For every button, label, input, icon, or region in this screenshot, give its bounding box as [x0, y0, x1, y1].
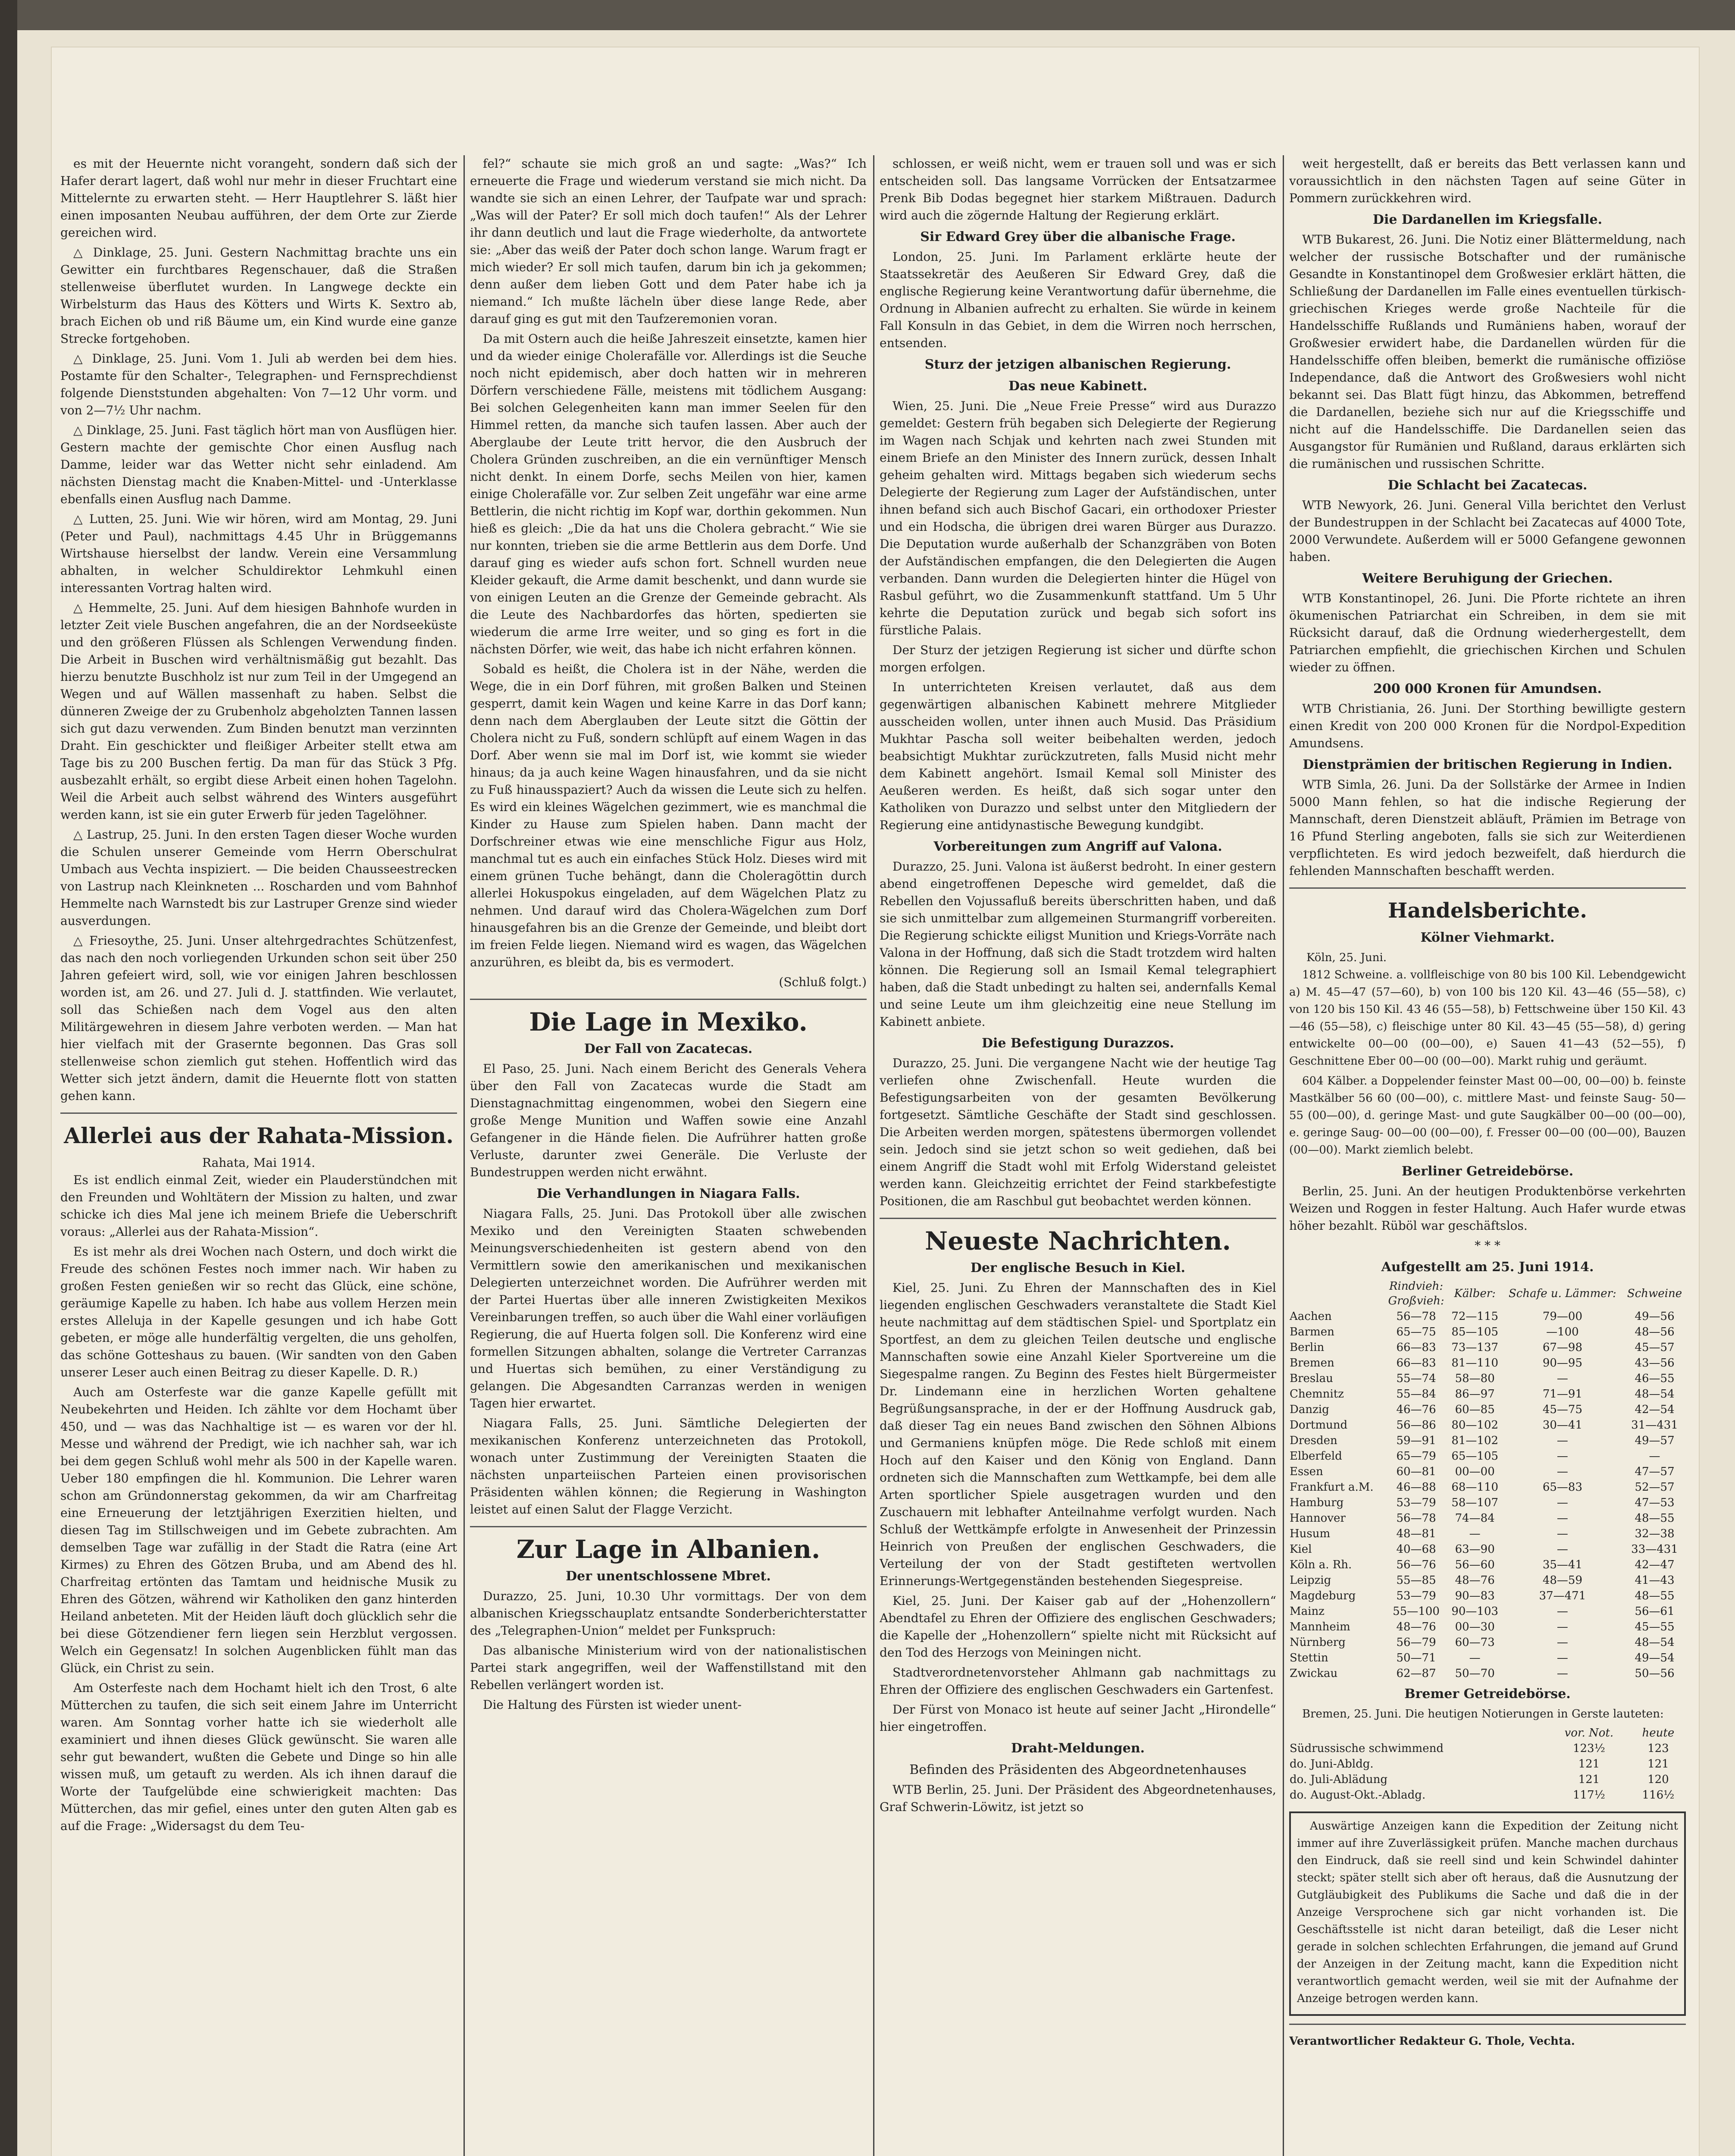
divider: [470, 999, 867, 1000]
article-paragraph: schlossen, er weiß nicht, wem er trauen soll und was er sich entscheiden soll. Das langsame Vorrücken der Entsatzarmee Prenk Bib Dodas begegnet hier starkem Mißtrauen. Dadurch wird auch die zögernde Haltung der Regierung erklärt.: [880, 157, 1276, 222]
article-paragraph: Durazzo, 25. Juni. Valona ist äußerst bedroht. In einer gestern abend eingetroffenen Depesche wird gemeldet, daß die Rebellen den Vojussafluß bereits überschritten haben, und daß sie sich unmittelbar zum allgemeinen Sturmangriff vorbereiten. Die Regierung schickte eiligst Munition und Kriegs-Vorräte nach Valona in der Hoffnung, daß sich die Stadt trotzdem wird halten können. Die Regierung soll an Ismail Kemal telegraphiert haben, daß die Stadt unbedingt zu halten sei, andernfalls Kemal und seine Leute um ihm gleichzeitig eine neue Stellung im Kabinett anbiete.: [880, 859, 1276, 1029]
subheading: Draht-Meldungen.: [1011, 1741, 1145, 1756]
divider: [1289, 887, 1686, 889]
section-heading-albanien: Zur Lage in Albanien.: [516, 1535, 821, 1564]
table-cell: 50—71: [1396, 1651, 1436, 1664]
divider: [880, 1218, 1276, 1219]
table-cell: —: [1556, 1620, 1568, 1633]
divider: [470, 1526, 867, 1527]
table-body: [1289, 1741, 1686, 1803]
article-paragraph: Niagara Falls, 25. Juni. Sämtliche Delegierten der mexikanischen Konferenz unterzeichneten das Protokoll, wonach unter Zustimmung der Vereinigten Staaten die nächsten unparteiischen Parteien einen provisorischen Präsidenten wählen können; die Regierung in Washington leistet auf einen Salut der Flagge Verzicht.: [470, 1416, 867, 1517]
table-cell: Mainz: [1290, 1605, 1325, 1618]
table-cell: 65—79: [1396, 1450, 1436, 1463]
article-paragraph: WTB Newyork, 26. Juni. General Villa berichtet den Verlust der Bundestruppen in der Schlacht bei Zacatecas auf 4000 Tote, 2000 Verwundete. Außerdem will er 5000 Gefangene gewonnen haben.: [1289, 498, 1686, 564]
table-cell: 42—54: [1635, 1403, 1675, 1416]
table-cell: 90—95: [1542, 1357, 1582, 1369]
table-cell: 56—60: [1455, 1558, 1495, 1571]
table-cell: 86—97: [1455, 1388, 1495, 1401]
subheading: Der unentschlossene Mbret.: [566, 1569, 771, 1584]
subheading: Dienstprämien der britischen Regierung in Indien.: [1303, 757, 1672, 772]
table-header-cell: [1289, 1725, 1547, 1741]
table-cell: 116½: [1642, 1789, 1675, 1802]
table-cell: Frankfurt a.M.: [1290, 1481, 1374, 1494]
article-paragraph: △ Lutten, 25. Juni. Wie wir hören, wird am Montag, 29. Juni (Peter und Paul), nachmittags 4.45 Uhr in Brüggemanns Wirtshause hierselbst der landw. Verein eine Versammlung abhalten, in welcher Schuldirektor Lehmkuhl einen interessanten Vortrag halten wird.: [60, 512, 457, 595]
table-cell: 121: [1647, 1758, 1669, 1771]
table-cell: 68—110: [1451, 1481, 1499, 1494]
article-paragraph: WTB Berlin, 25. Juni. Der Präsident des Abgeordnetenhauses, Graf Schwerin-Löwitz, ist jetzt so: [880, 1783, 1276, 1814]
table-cell: —: [1649, 1450, 1660, 1463]
table-row: [1289, 1340, 1686, 1355]
article-paragraph: WTB Simla, 26. Juni. Da der Sollstärke der Armee in Indien 5000 Mann fehlen, so hat die indische Regierung der Mannschaft, deren Dienstzeit abläuft, Prämien im Betrage von 16 Pfund Sterling angeboten, falls sie sich zur Weiterdienen verpflichteten. Es wird jedoch bezweifelt, daß hierdurch die fehlenden Mannschaften beschafft werden.: [1289, 777, 1686, 878]
table-cell: 00—30: [1455, 1620, 1495, 1633]
article-paragraph: Stadtverordnetenvorsteher Ahlmann gab nachmittags zu Ehren der Offiziere des englischen Geschwaders ein Gartenfest.: [880, 1665, 1276, 1697]
table-cell: Aachen: [1290, 1310, 1332, 1323]
table-cell: 72—115: [1451, 1310, 1499, 1323]
subheading: Aufgestellt am 25. Juni 1914.: [1381, 1260, 1594, 1275]
newspaper-page: [52, 47, 1699, 2156]
table-row: [1289, 1309, 1686, 1324]
table-row: [1289, 1495, 1686, 1510]
table-cell: Hannover: [1290, 1512, 1346, 1525]
article-paragraph: △ Dinklage, 25. Juni. Vom 1. Juli ab werden bei dem hies. Postamte für den Schalter-, Telegraphen- und Fernsprechdienst folgende Dienststunden abgehalten: Von 7—12 Uhr vorm. und von 2—7½ Uhr nachm.: [60, 351, 457, 417]
article-paragraph: es mit der Heuernte nicht vorangeht, sondern daß sich der Hafer derart lagert, daß wohl nur mehr in dieser Fruchtart eine Mittelernte zu erwarten steht. — Herr Hauptlehrer S. läßt hier einen imposanten Neubau aufführen, der dem Orte zur Zierde gereichen wird.: [60, 157, 457, 240]
table-cell: Zwickau: [1290, 1667, 1338, 1680]
subheading: Befinden des Präsidenten des Abgeordnetenhauses: [909, 1762, 1246, 1777]
article-paragraph: Berlin, 25. Juni. An der heutigen Produktenbörse verkehrten Weizen und Roggen in fester Haltung. Auch Hafer wurde etwas höher bezahlt. Rüböl war geschäftslos.: [1289, 1184, 1686, 1233]
article-paragraph: El Paso, 25. Juni. Nach einem Bericht des Generals Vehera über den Fall von Zacatecas wurde die Stadt am Dienstagnachmittag eingenommen, wobei den Siegern eine große Menge Munition und Waffen sowie eine Anzahl Gefangener in die Hände fielen. Die Aufrührer hatten große Verluste, darunter zwei Generäle. Die Verluste der Bundestruppen werden nicht erwähnt.: [470, 1062, 867, 1179]
table-cell: Dresden: [1290, 1434, 1337, 1447]
table-cell: —: [1556, 1651, 1568, 1664]
table-row: [1289, 1741, 1686, 1756]
column-2: [470, 155, 867, 2156]
article-paragraph: WTB Konstantinopel, 26. Juni. Die Pforte richtete an ihren ökumenischen Patriarchat ein Schreiben, in dem sie mit Rücksicht darauf, daß die Ordnung wiederhergestellt, dem Patriarchen empfiehlt, die griechischen Kirchen und Schulen wieder zu öffnen.: [1289, 591, 1686, 674]
table-row: [1289, 1557, 1686, 1573]
table-row: [1289, 1510, 1686, 1526]
table-cell: 48—76: [1396, 1620, 1436, 1633]
table-row: [1289, 1650, 1686, 1666]
table-row: [1289, 1635, 1686, 1650]
article-paragraph: △ Dinklage, 25. Juni. Fast täglich hört man von Ausflügen hier. Gestern machte der gemischte Chor einen Ausflug nach Damme, leider war das Wetter nicht sehr einladend. Am nächsten Dienstag macht die Knaben-Mittel- und -Unterklasse ebenfalls einen Ausflug nach Damme.: [60, 423, 457, 506]
table-cell: —100: [1546, 1326, 1579, 1338]
article-paragraph: △ Dinklage, 25. Juni. Gestern Nachmittag brachte uns ein Gewitter ein furchtbares Regenschauer, daß die Straßen stellenweise überflutet wurden. In Langwege deckte ein Wirbelsturm das Haus des Kötters und Wirts K. Sextro ab, brach Eichen ob und riß Bäume um, ein Kind wurde eine ganze Strecke fortgehoben.: [60, 245, 457, 346]
article-paragraph: Das albanische Ministerium wird von der nationalistischen Partei stark angegriffen, weil der Waffenstillstand mit den Rebellen verlängert worden ist.: [470, 1643, 867, 1692]
table-cell: 35—41: [1542, 1558, 1582, 1571]
table-cell: 47—53: [1635, 1496, 1675, 1509]
table-cell: 56—86: [1396, 1419, 1436, 1432]
table-cell: 45—55: [1635, 1620, 1675, 1633]
table-cell: 67—98: [1542, 1341, 1582, 1354]
table-cell: —: [1469, 1651, 1481, 1664]
article-paragraph: Durazzo, 25. Juni, 10.30 Uhr vormittags. Der von dem albanischen Kriegsschauplatz entsandte Sonderberichterstatter des „Telegraphen-Union“ meldet per Funkspruch:: [470, 1589, 867, 1638]
table-header-row: [1289, 1725, 1686, 1741]
article-paragraph: Auch am Osterfeste war die ganze Kapelle gefüllt mit Neubekehrten und Heiden. Ich zählte vor dem Hochamt über 450, und — was das Nachhaltige ist — es waren vor der hl. Messe und während der Predigt, wie ich nachher sah, war ich bei dem gegen Schluß wohl mehr als 500 in der Kapelle waren. Ueber 180 empfingen die hl. Kommunion. Die Lehrer waren schon am Gründonnerstag gekommen, da wir am Charfreitag eine Erneuerung der letztjährigen Exerzitien hielten, und diesen Tag im Stillschweigen und im Gebete zubrachten. Am demselben Tage war zufällig in der Stadt die Ratra (eine Art Kirmes) zu Ehren des Götzen Bruba, und am Abend des hl. Charfreitag ertönten das Tamtam und heidnische Musik zu Ehren des Götzen, während wir Katholiken den ganz hinterden Heiland anbeteten. Mit der Heiden läuft doch glücklich sehr die bei diese Götzendiener fern liegen sein Herzblut vergossen. Welch ein Gegensatz! In solchen Augenblicken fühlt man das Glück, ein Christ zu sein.: [60, 1385, 457, 1675]
table-cell: 60—81: [1396, 1465, 1436, 1478]
article-paragraph: Durazzo, 25. Juni. Die vergangene Nacht wie der heutige Tag verliefen ohne Zwischenfall. Heute wurden die Befestigungsarbeiten von der gesamten Bevölkerung fortgesetzt. Sämtliche Geschäfte der Stadt sind geschlossen. Die Arbeiten werden morgen, spätestens übermorgen vollendet sein. Jedoch sind sie jetzt schon so weit gediehen, daß bei einem Angriff die Stadt wohl mit Erfolg Widerstand geleistet werden kann. Gleichzeitig errichtet der Feind starkbefestigte Positionen, die am Raschbul gut beobachtet werden können.: [880, 1056, 1276, 1208]
table-cell: 65—105: [1451, 1450, 1499, 1463]
subheading: Das neue Kabinett.: [1008, 379, 1147, 394]
table-cell: 56—61: [1635, 1605, 1675, 1618]
column-rule: [464, 155, 465, 2156]
table-subheader: Rindvieh:: [1389, 1280, 1444, 1293]
subheading: Berliner Getreidebörse.: [1401, 1164, 1574, 1179]
table-cell: 31—431: [1631, 1419, 1678, 1432]
table-cell: —: [1556, 1636, 1568, 1649]
column-3: [880, 155, 1276, 2156]
table-cell: 49—57: [1635, 1434, 1675, 1447]
table-cell: Südrussische schwimmend: [1290, 1742, 1444, 1755]
table-row: [1289, 1402, 1686, 1417]
table-cell: 90—83: [1455, 1589, 1495, 1602]
table-cell: 60—85: [1455, 1403, 1495, 1416]
table-cell: do. Juli-Ablädung: [1290, 1773, 1387, 1786]
table-cell: 79—00: [1542, 1310, 1582, 1323]
table-row: [1289, 1464, 1686, 1479]
table-cell: 121: [1578, 1758, 1600, 1771]
table-header-cell: heute: [1642, 1727, 1675, 1739]
table-header-cell: Schweine: [1627, 1287, 1682, 1300]
table-row: [1289, 1542, 1686, 1557]
article-paragraph: Es ist endlich einmal Zeit, wieder ein Plauderstündchen mit den Freunden und Wohltätern der Mission zu halten, und zwar schicke ich dies Mal jene ich meinem Briefe die Ueberschrift voraus: „Allerlei aus der Rahata-Mission“.: [60, 1173, 457, 1239]
table-cell: —: [1556, 1465, 1568, 1478]
scan-left-edge: [0, 0, 17, 2156]
table-row: [1289, 1371, 1686, 1386]
table-cell: 65—83: [1542, 1481, 1582, 1494]
table-cell: 123: [1647, 1742, 1669, 1755]
table-cell: Essen: [1290, 1465, 1323, 1478]
divider: [60, 1112, 457, 1114]
table-cell: —: [1556, 1512, 1568, 1525]
table-cell: Mannheim: [1290, 1620, 1350, 1633]
table-cell: 62—87: [1396, 1667, 1436, 1680]
table-cell: 50—70: [1455, 1667, 1495, 1680]
table-cell: 59—91: [1396, 1434, 1436, 1447]
table-cell: 53—79: [1396, 1589, 1436, 1602]
table-cell: Danzig: [1290, 1403, 1329, 1416]
table-cell: 58—80: [1455, 1372, 1495, 1385]
table-row: [1289, 1448, 1686, 1464]
column-1: [60, 155, 457, 2156]
table-body: [1289, 1309, 1686, 1681]
table-cell: 43—56: [1635, 1357, 1675, 1369]
table-cell: Elberfeld: [1290, 1450, 1342, 1463]
table-cell: do. Juni-Abldg.: [1290, 1758, 1374, 1771]
article-paragraph: London, 25. Juni. Im Parlament erklärte heute der Staatssekretär des Aeußeren Sir Edward Grey, daß die englische Regierung keine Verantwortung dafür übernehme, die Ordnung in Albanien aufrecht zu erhalten. Sie würde in keinem Fall Konsuln in das Gebiet, in dem die Wirren noch herrschen, entsenden.: [880, 250, 1276, 350]
dateline: Rahata, Mai 1914.: [202, 1156, 316, 1170]
table-cell: 63—90: [1455, 1543, 1495, 1556]
table-cell: 123½: [1572, 1742, 1605, 1755]
table-row: [1289, 1479, 1686, 1495]
table-cell: 46—88: [1396, 1481, 1436, 1494]
table-cell: Leipzig: [1290, 1574, 1331, 1587]
article-paragraph: Der Fürst von Monaco ist heute auf seiner Jacht „Hirondelle“ hier eingetroffen.: [880, 1702, 1276, 1734]
subheading: Die Befestigung Durazzos.: [981, 1036, 1174, 1051]
table-row: [1289, 1573, 1686, 1588]
table-cell: 48—81: [1396, 1527, 1436, 1540]
table-cell: Barmen: [1290, 1326, 1334, 1338]
table-cell: —: [1556, 1543, 1568, 1556]
table-cell: 56—78: [1396, 1512, 1436, 1525]
table-row: [1289, 1666, 1686, 1681]
table-row: [1289, 1772, 1686, 1787]
table-cell: 50—56: [1635, 1667, 1675, 1680]
table-cell: 48—59: [1542, 1574, 1582, 1587]
table-header-cell: Schafe u. Lämmer:: [1508, 1287, 1616, 1300]
table-cell: —: [1556, 1667, 1568, 1680]
table-cell: 41—43: [1635, 1574, 1675, 1587]
subheading: Sir Edward Grey über die albanische Frage.: [920, 229, 1236, 244]
article-paragraph: △ Friesoythe, 25. Juni. Unser altehrgedrachtes Schützenfest, das nach den noch vorliegenden Urkunden schon seit über 250 Jahren gefeiert wird, soll, wie vor einigen Jahren beschlossen worden ist, am 26. und 27. Juli d. J. stattfinden. Wie verlautet, soll das Schießen nach dem Vogel aus den alten Militärgewehren in diesem Jahre verboten werden. — Man hat hier vielfach mit der Grasernte begonnen. Das Gras soll stellenweise schon ziemlich gut stehen. Hoffentlich wird das Wetter sich jetzt ändern, damit die Heuernte flott von statten gehen kann.: [60, 934, 457, 1103]
table-cell: Dortmund: [1290, 1419, 1348, 1432]
article-paragraph: Bremen, 25. Juni. Die heutigen Notierungen in Gerste lauteten:: [1302, 1708, 1664, 1720]
table-cell: 33—431: [1631, 1543, 1678, 1556]
table-header-row: [1289, 1279, 1686, 1309]
table-cell: 55—85: [1396, 1574, 1436, 1587]
table-cell: Bremen: [1290, 1357, 1334, 1369]
table-cell: 55—100: [1393, 1605, 1440, 1618]
table-cell: —: [1556, 1372, 1568, 1385]
table-cell: 42—47: [1635, 1558, 1675, 1571]
table-cell: 73—137: [1451, 1341, 1499, 1354]
table-cell: 53—79: [1396, 1496, 1436, 1509]
divider: [1289, 2024, 1686, 2025]
subheading: Der englische Besuch in Kiel.: [970, 1260, 1186, 1275]
subheading: Der Fall von Zacatecas.: [584, 1041, 753, 1056]
subheading: Die Schlacht bei Zacatecas.: [1387, 478, 1588, 493]
table-cell: Magdeburg: [1290, 1589, 1356, 1602]
subheading: Die Verhandlungen in Niagara Falls.: [536, 1186, 800, 1201]
article-paragraph: △ Lastrup, 25. Juni. In den ersten Tagen dieser Woche wurden die Schulen unserer Gemeinde vom Herrn Oberschulrat Umbach aus Vechta inspiziert. — Die beiden Chausseestrecken von Lastrup nach Kleinkneten ... Roscharden und vom Bahnhof Hemmelte nach Warnstedt bis zur Lastruper Grenze sind wieder ausverdungen.: [60, 827, 457, 928]
table-row: [1289, 1324, 1686, 1340]
subheading: Kölner Viehmarkt.: [1420, 930, 1555, 945]
table-cell: Köln a. Rh.: [1290, 1558, 1352, 1571]
table-cell: 48—54: [1635, 1388, 1675, 1401]
table-cell: do. August-Okt.-Abladg.: [1290, 1789, 1426, 1802]
section-heading-rahata: Allerlei aus der Rahata-Mission.: [64, 1123, 454, 1148]
table-cell: 55—74: [1396, 1372, 1436, 1385]
table-cell: 32—38: [1635, 1527, 1675, 1540]
scan-top-edge: [0, 0, 1735, 30]
dateline: Köln, 25. Juni.: [1306, 951, 1387, 964]
subheading: Die Dardanellen im Kriegsfalle.: [1372, 212, 1603, 227]
table-row: [1289, 1526, 1686, 1542]
continued-note: (Schluß folgt.): [779, 975, 867, 989]
article-paragraph: Am Osterfeste nach dem Hochamt hielt ich den Trost, 6 alte Mütterchen zu taufen, die sich seit einem Jahre im Unterricht waren. Am Sonntag vorher hatte ich sie wiederholt alle examiniert und ihnen dieses Glück gewünscht. Sie waren alle sehr gut bewandert, wußten die Gebete und Dinge so hin alle wissen muß, um getauft zu werden. Als ich ihnen darauf die Worte der Taufgelübde eine schwierigkeit machten: Das Mütterchen, das mir gefiel, eines unter den guten Alten gab es auf die Frage: „Widersagst du dem Teu-: [60, 1681, 457, 1833]
table-cell: 52—57: [1635, 1481, 1675, 1494]
table-cell: 66—83: [1396, 1341, 1436, 1354]
article-paragraph: Die Haltung des Fürsten ist wieder unent-: [483, 1698, 742, 1712]
table-cell: —: [1556, 1434, 1568, 1447]
table-row: [1289, 1433, 1686, 1448]
table-cell: 71—91: [1542, 1388, 1582, 1401]
table-cell: 40—68: [1396, 1543, 1436, 1556]
table-cell: 117½: [1572, 1789, 1605, 1802]
table-cell: Hamburg: [1290, 1496, 1344, 1509]
table-cell: 46—76: [1396, 1403, 1436, 1416]
table-cell: 30—41: [1542, 1419, 1582, 1432]
subheading: 200 000 Kronen für Amundsen.: [1373, 681, 1602, 696]
market-report: 1812 Schweine. a. vollfleischige von 80 bis 100 Kil. Lebendgewicht a) M. 45—47 (57—60), b) von 100 bis 120 Kil. 43—46 (55—58), c) von 120 bis 150 Kil. 43 46 (55—58), b) Fettschweine über 150 Kil. 43—46 (55—58), c) fleischige unter 80 Kil. 43—45 (55—58), d) gering entwickelte 00—00 (00—00), e) Sauen 41—43 (52—55), f) Geschnittene Eber 00—00 (00—00). Markt ruhig und geräumt.: [1289, 968, 1686, 1068]
table-cell: 55—84: [1396, 1388, 1436, 1401]
article-paragraph: WTB Christiania, 26. Juni. Der Storthing bewilligte gestern einen Kredit von 200 000 Kronen für die Nordpol-Expedition Amundsens.: [1289, 702, 1686, 750]
table-cell: Husum: [1290, 1527, 1331, 1540]
table-cell: 85—105: [1451, 1326, 1499, 1338]
livestock-table: [1289, 1279, 1686, 1681]
table-cell: 47—57: [1635, 1465, 1675, 1478]
table-cell: —: [1556, 1605, 1568, 1618]
table-cell: 46—55: [1635, 1372, 1675, 1385]
table-cell: 90—103: [1451, 1605, 1499, 1618]
table-row: [1289, 1588, 1686, 1604]
table-cell: 81—102: [1451, 1434, 1499, 1447]
table-cell: Stettin: [1290, 1651, 1328, 1664]
notice-box: [1289, 1811, 1686, 2016]
article-paragraph: WTB Bukarest, 26. Juni. Die Notiz einer Blättermeldung, nach welcher der russische Botschafter und der rumänische Gesandte in Konstantinopel dem Großwesier erklärt hätten, die Schließung der Dardanellen im Falle eines eventuellen türkisch-griechischen Krieges werde große Nachteile für die Handelsschiffe Rußlands und Rumäniens haben, worauf der Großwesier erwidert habe, die Dardanellen würden für die Handelsschiffe offen bleiben, bemerkt die rumänische offiziöse Independance, daß die Antwort des Großwesiers wohl nicht bekannt sei. Das Blatt fügt hinzu, das Abkommen, betreffend die Dardanellen, beziehe sich nur auf die Kriegsschiffe und nicht auf die Handelsschiffe. Die Dardanellen seien das Ausgangstor für Rumänien und Rußland, daraus erklärten sich die rumänischen und russischen Schritte.: [1289, 232, 1686, 471]
article-paragraph: In unterrichteten Kreisen verlautet, daß aus dem gegenwärtigen albanischen Kabinett mehrere Mitglieder ausscheiden wollen, unter ihnen auch Musid. Das Präsidium Mukhtar Pascha soll weiter beibehalten werden, jedoch beabsichtigt Mukhtar zurückzutreten, falls Musid nicht mehr dem Kabinett angehört. Ismail Kemal soll Minister des Aeußeren werden. Es heißt, daß sich sogar unter den Katholiken von Durazzo und selbst unter den Mitgliedern der Regierung eine antidynastische Bewegung kundgibt.: [880, 680, 1276, 832]
article-paragraph: Kiel, 25. Juni. Der Kaiser gab auf der „Hohenzollern“ Abendtafel zu Ehren der Offiziere des englischen Geschwaders; die Kapelle der „Hohenzollern“ spielte nicht mit Rücksicht auf den Tod des Herzogs von Meiningen nicht.: [880, 1594, 1276, 1660]
article-paragraph: Kiel, 25. Juni. Zu Ehren der Mannschaften des in Kiel liegenden englischen Geschwaders veranstaltete die Stadt Kiel heute nachmittag auf dem städtischen Spiel- und Sportplatz ein Sportfest, an dem zu gleichen Teilen deutsche und englische Mannschaften sowie eine Anzahl Kieler Sportvereine um die Siegespalme rangen. Zu Beginn des Festes hielt Bürgermeister Dr. Lindemann eine in herzlichen Worten gehaltene Begrüßungsansprache, in der er der Hoffnung Ausdruck gab, daß dieser Tag ein neues Band zwischen den Söhnen Albions und Germaniens knüpfen möge. Die Rede schloß mit einem Hoch auf den Kaiser und den König von England. Dann ordneten sich die Mannschaften zum Wettkampfe, bei dem alle Arten sportlicher Spiele ausgetragen wurden und den Zuschauern mit lebhafter Anteilnahme verfolgt wurden. Nach Schluß der Wettkämpfe erfolgte in Anwesenheit der Prinzessin Heinrich von Preußen der englischen Geschwaders, die Verteilung der von der Stadt gestifteten wertvollen Erinnerungs-Wertgegenständen bestehenden Siegespreise.: [880, 1281, 1276, 1588]
table-cell: —: [1556, 1527, 1568, 1540]
subheading: Sturz der jetzigen albanischen Regierung.: [924, 357, 1231, 372]
column-4: [1289, 155, 1686, 2156]
table-cell: 66—83: [1396, 1357, 1436, 1369]
table-cell: 45—75: [1542, 1403, 1582, 1416]
table-cell: —: [1469, 1527, 1481, 1540]
table-cell: 48—76: [1455, 1574, 1495, 1587]
subheading: Weitere Beruhigung der Griechen.: [1362, 571, 1613, 586]
article-paragraph: Wien, 25. Juni. Die „Neue Freie Presse“ wird aus Durazzo gemeldet: Gestern früh begaben sich Delegierte der Regierung im Wagen nach Schjak und kehrten nach zwei Stunden mit einem Briefe an den Minister des Innern zurück, dessen Inhalt geheim gehalten wird. Mittags begaben sich wiederum sechs Delegierte der Regierung zum Lager der Aufständischen, unter ihnen befand sich auch Bischof Gacari, ein orthodoxer Priester und ein Hodscha, die übrigen drei waren Bürger aus Durazzo. Die Deputation wurde außerhalb der Schanzgräben von Boten der Aufständischen empfangen, die den Delegierten die Augen verbanden. Dann wurden die Delegierten hinter die Hügel von Rasbul geführt, wo die Zusammenkunft stattfand. Um 5 Uhr kehrte die Deputation zurück und begab sich sofort ins fürstliche Palais.: [880, 399, 1276, 637]
article-paragraph: Niagara Falls, 25. Juni. Das Protokoll über alle zwischen Mexiko und den Vereinigten Staaten schwebenden Meinungsverschiedenheiten ist gestern abend von den Vermittlern sowie den amerikanischen und mexikanischen Delegierten unterzeichnet worden. Die Aufrührer werden mit der Partei Huertas über alle inneren Zwistigkeiten Mexikos Vereinbarungen treffen, so auch über die Wahl einer vorläufigen Regierung, die auf Huerta folgen soll. Die Konferenz wird eine formellen Sitzungen abhalten, solange die Vertreter Carranzas und Huertas sich bemühen, zu einer Verständigung zu gelangen. Die Abgesandten Carranzas werden in wenigen Tagen hier erwartet.: [470, 1206, 867, 1410]
table-cell: 121: [1578, 1773, 1600, 1786]
table-cell: Chemnitz: [1290, 1388, 1344, 1401]
table-cell: Breslau: [1290, 1372, 1333, 1385]
section-heading-neueste: Neueste Nachrichten.: [925, 1226, 1231, 1256]
article-paragraph: fel?“ schaute sie mich groß an und sagte: „Was?“ Ich erneuerte die Frage und wiederum verstand sie mich nicht. Da wandte sie sich an einen Lehrer, der Taufpate war und sprach: „Was will der Pater? Er soll mich doch taufen!“ Als der Lehrer ihr dann deutlich und laut die Frage wiederholte, da antwortete sie: „Aber das weiß der Pater doch schon lange. Warum fragt er mich wieder? Er soll mich taufen, darum bin ich ja gekommen; denn außer dem lieben Gott und dem Pater habe ich ja niemand.“ Ich mußte lächeln über diese lange Rede, aber darauf ging es gut mit den Taufzeremonien voran.: [470, 157, 867, 326]
table-header-cell: [1384, 1279, 1448, 1309]
table-cell: 49—54: [1635, 1651, 1675, 1664]
table-cell: 37—471: [1539, 1589, 1586, 1602]
article-paragraph: Da mit Ostern auch die heiße Jahreszeit einsetzte, kamen hier und da wieder einige Cholerafälle vor. Allerdings ist die Seuche noch nicht epidemisch, aber doch hatten wir in mehreren Dörfern verschiedene Fälle, meistens mit tödlichem Ausgang: Bei solchen Gelegenheiten kann man immer Seelen für den Himmel retten, da manche sich taufen lassen. Aber auch der Aberglaube der Leute tritt hervor, die den Ausbruch der Cholera Gründen zuschreiben, an die ein vernünftiger Mensch nicht denkt. In einem Dorfe, sechs Meilen von hier, kamen einige Cholerafälle vor. Zur selben Zeit ungefähr war eine arme Bettlerin, die nicht richtig im Kopf war, dorthin gekommen. Nun hieß es gleich: „Die da hat uns die Cholera gebracht.“ Wie sie nur konnten, trieben sie die arme Bettlerin aus dem Dorfe. Und darauf ging es wieder aufs schon fort. Schnell wurden neue Kleider gekauft, die Arme damit beschenkt, und dann wurde sie von einigen Leuten an die Grenze der Gemeinde gebracht. Als die Leute des Nachbardorfes das hörten, spedierten sie wiederum die arme Irre weiter, und so ging es fort in die nächsten Dörfer, wie weit, das habe ich nicht erfahren können.: [470, 332, 867, 656]
table-cell: 56—76: [1396, 1558, 1436, 1571]
table-cell: 56—79: [1396, 1636, 1436, 1649]
article-paragraph: Es ist mehr als drei Wochen nach Ostern, und doch wirkt die Freude des schönen Festes noch immer nach. Wir haben zu großen Festen genießen wir so recht das Glück, eine schöne, geräumige Kapelle zu haben. Ich habe aus vollem Herzen mein erstes Alleluja in der Kapelle gesungen und ich habe Gott gebeten, er möge alle hunderfältig vergelten, die uns geholfen, das schöne Gotteshaus zu bauen. (Wir sandten von den Gaben unserer Leser auch einen Beitrag zu dieser Kapelle. D. R.): [60, 1244, 457, 1379]
table-row: [1289, 1619, 1686, 1635]
table-cell: 48—55: [1635, 1512, 1675, 1525]
table-cell: —: [1556, 1450, 1568, 1463]
table-header-cell: Kälber:: [1454, 1287, 1496, 1300]
table-header-label: Großvieh:: [1388, 1294, 1444, 1307]
article-paragraph: Sobald es heißt, die Cholera ist in der Nähe, werden die Wege, die in ein Dorf führen, mit großen Balken und Steinen gesperrt, damit kein Wagen und keine Karre in das Dorf kann; denn nach dem Aberglauben der Leute sitzt die Göttin der Cholera nicht zu Fuß, sondern schlüpft auf einem Wagen in das Dorf. Aber wenn sie mal im Dorf ist, wie kommt sie wieder hinaus; da ja auch keine Wagen hinausfahren, und da sie nicht zu Fuß hinausspaziert? Auch da wissen die Leute sich zu helfen. Es wird ein kleines Wägelchen gezimmert, wie es manchmal die Kinder zu Hause zum Spielen haben. Dann macht der Dorfschreiner etwas wie eine menschliche Figur aus Holz, manchmal tut es auch ein einfaches Stück Holz. Dieses wird mit einem grünen Tuche behängt, dann die Choleragöttin durch allerlei Hokuspokus eingeladen, auf dem Wägelchen Platz zu nehmen. Und darauf wird das Cholera-Wägelchen zum Dorf hinausgefahren bis an die Grenze der Gemeinde, und bleibt dort im freien Felde liegen. Niemand wird es wagen, das Wägelchen anzurühren, es bleibt da, bis es vermodert.: [470, 662, 867, 969]
table-cell: Nürnberg: [1290, 1636, 1346, 1649]
table-row: [1289, 1417, 1686, 1433]
table-cell: 120: [1647, 1773, 1669, 1786]
subheading: Bremer Getreidebörse.: [1404, 1686, 1571, 1702]
table-header-cell: vor. Not.: [1564, 1727, 1614, 1739]
table-cell: 60—73: [1455, 1636, 1495, 1649]
table-cell: 74—84: [1455, 1512, 1495, 1525]
table-cell: 80—102: [1451, 1419, 1499, 1432]
table-row: [1289, 1787, 1686, 1803]
table-cell: 45—57: [1635, 1341, 1675, 1354]
imprint: Verantwortlicher Redakteur G. Thole, Vechta.: [1289, 2035, 1575, 2048]
market-report: 604 Kälber. a Doppelender feinster Mast 00—00, 00—00) b. feinste Mastkälber 56 60 (00—00), c. mittlere Mast- und feinste Saug- 50—55 (00—00), d. geringe Mast- und gute Saugkälber 00—00 (00—00), e. geringe Saug- 00—00 (00—00), f. Fresser 00—00 (00—00), Bauzen (00—00). Markt ziemlich belebt.: [1289, 1075, 1686, 1156]
table-cell: 81—110: [1451, 1357, 1499, 1369]
table-cell: 49—56: [1635, 1310, 1675, 1323]
table-cell: Kiel: [1290, 1543, 1312, 1556]
separator-stars: * * *: [1475, 1238, 1500, 1253]
table-row: [1289, 1604, 1686, 1619]
article-paragraph: weit hergestellt, daß er bereits das Bett verlassen kann und voraussichtlich in den nächsten Tagen auf seine Güter in Pommern zurückkehren wird.: [1289, 157, 1686, 205]
section-heading-mexiko: Die Lage in Mexiko.: [529, 1007, 808, 1037]
notice-text: Auswärtige Anzeigen kann die Expedition der Zeitung nicht immer auf ihre Zuverlässigkeit prüfen. Manche machen durchaus den Eindruck, daß sie reell sind und kein Schwindel dahinter steckt; später stellt sich aber oft heraus, daß die Ausnutzung der Gutgläubigkeit des Publikums die Sache und daß die in der Anzeige Versprochene sich gar nicht vorhanden ist. Die Geschäftsstelle ist nicht daran beteiligt, daß die Leser nicht gerade in solchen schlechten Erfahrungen, die jemand auf Grund der Anzeigen in der Zeitung macht, kann die Expedition nicht verantwortlich gemacht werden, weil sie mit der Aufnahme der Anzeige betrogen werden kann.: [1297, 1820, 1678, 2005]
section-heading-handel: Handelsberichte.: [1388, 899, 1587, 923]
table-cell: 48—54: [1635, 1636, 1675, 1649]
table-cell: 00—00: [1455, 1465, 1495, 1478]
table-cell: 56—78: [1396, 1310, 1436, 1323]
table-cell: 58—107: [1451, 1496, 1499, 1509]
table-header-cell: [1289, 1279, 1384, 1309]
article-paragraph: △ Hemmelte, 25. Juni. Auf dem hiesigen Bahnhofe wurden in letzter Zeit viele Buschen angefahren, die an der Nordseeküste und den größeren Flüssen als Schlengen Verwendung finden. Die Arbeit in Buschen wird verhältnismäßig gut bezahlt. Das hierzu benutzte Buschholz ist nur zum Teil in der Umgegend an Wegen und auf Wällen massenhaft zu haben. Selbst die dünneren Zweige der zu Grubenholz abgeholzten Tannen lassen sich gut dazu verwenden. Zum Binden benutzt man verzinnten Draht. Ein geschickter und fleißiger Arbeiter stellt etwa am Tage bis zu 200 Buschen fertig. Da man für das Stück 3 Pfg. ausbezahlt erhält, so ergibt diese Arbeit einen hohen Tagelohn. Weil die Arbeit auch selbst während des Winters ausgeführt werden kann, ist sie ein guter Erwerb für jeden Tagelöhner.: [60, 601, 457, 822]
column-rule: [873, 155, 874, 2156]
article-paragraph: Der Sturz der jetzigen Regierung ist sicher und dürfte schon morgen erfolgen.: [880, 643, 1276, 674]
table-cell: Berlin: [1290, 1341, 1325, 1354]
table-cell: 65—75: [1396, 1326, 1436, 1338]
barley-table: [1289, 1725, 1686, 1803]
table-row: [1289, 1386, 1686, 1402]
subheading: Vorbereitungen zum Angriff auf Valona.: [933, 839, 1222, 854]
column-rule: [1283, 155, 1284, 2156]
table-cell: —: [1556, 1496, 1568, 1509]
table-cell: 48—55: [1635, 1589, 1675, 1602]
table-cell: 48—56: [1635, 1326, 1675, 1338]
table-row: [1289, 1756, 1686, 1772]
table-row: [1289, 1355, 1686, 1371]
